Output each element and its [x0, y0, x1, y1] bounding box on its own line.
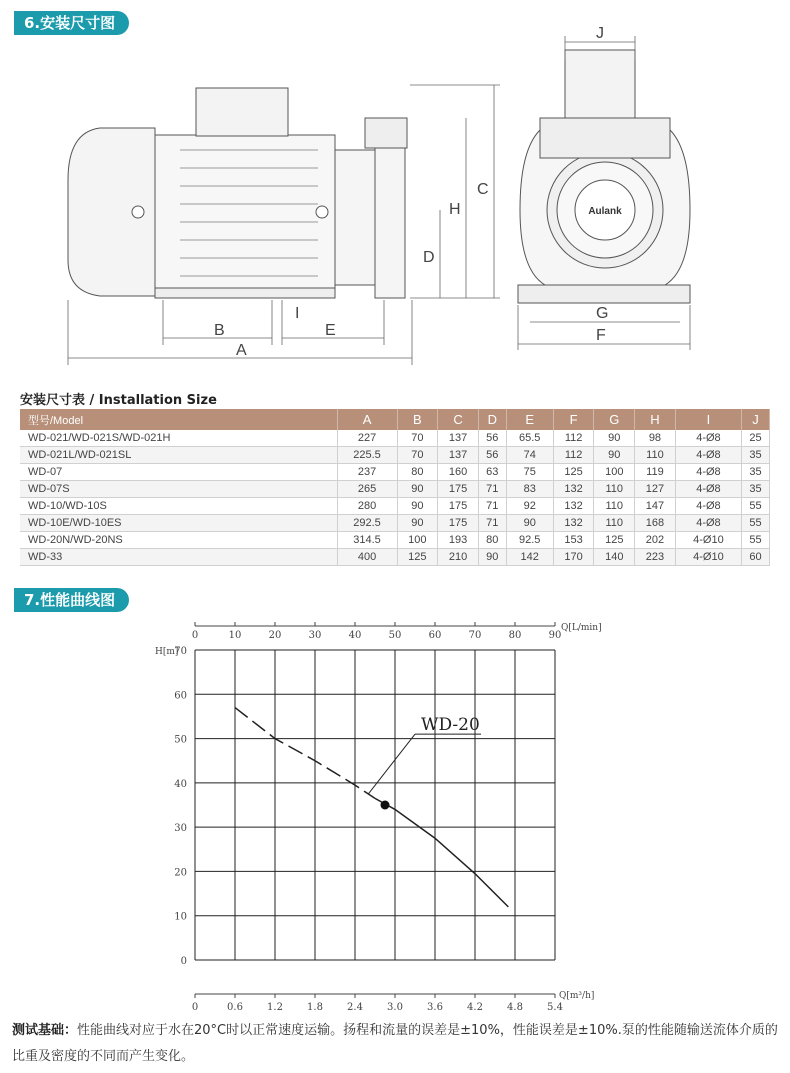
cell: 90	[506, 515, 553, 532]
section-6-title: 6.安装尺寸图	[14, 11, 129, 35]
brand-logo-text: Aulank	[588, 206, 622, 217]
y-tick-label: 10	[174, 911, 187, 923]
x-tick-label: 1.2	[267, 1002, 283, 1012]
cell: 112	[553, 430, 594, 447]
cell: 125	[553, 464, 594, 481]
cell: 90	[397, 515, 438, 532]
cell: 119	[635, 464, 676, 481]
x2-tick-label: 10	[228, 630, 242, 641]
note-text: 性能曲线对应于水在20°C时以正常速度运输。扬程和流量的误差是±10%，性能误差是±10%.泵的性能随输送流体介质的比重及密度的不同而产生变化。	[12, 1023, 778, 1064]
table-row	[20, 464, 770, 481]
x2-tick-label: 30	[308, 630, 322, 641]
cell: 210	[438, 549, 479, 566]
cell: 65.5	[506, 430, 553, 447]
table-row	[20, 532, 770, 549]
cell: 125	[594, 532, 635, 549]
cell: 100	[397, 532, 438, 549]
table-row	[20, 498, 770, 515]
cell-model: WD-021/WD-021S/WD-021H	[20, 430, 337, 447]
dim-label-G: G	[596, 305, 609, 322]
dim-label-F: F	[596, 327, 606, 344]
test-note	[12, 1018, 780, 1070]
cell: 74	[506, 447, 553, 464]
x-tick-label: 4.8	[507, 1002, 523, 1012]
cell: 35	[742, 464, 770, 481]
cell: 56	[478, 447, 506, 464]
table-title: 安装尺寸表 / Installation Size	[20, 393, 217, 408]
y-tick-label: 20	[174, 867, 187, 879]
x2-tick-label: 90	[548, 630, 562, 641]
dim-label-E: E	[325, 322, 336, 339]
cell: 70	[397, 430, 438, 447]
cell: 237	[337, 464, 397, 481]
cell: 4-Ø8	[675, 464, 741, 481]
cell: 63	[478, 464, 506, 481]
cell: 110	[594, 481, 635, 498]
performance-chart	[150, 612, 620, 1012]
pump-coupling	[335, 150, 375, 285]
cell: 92	[506, 498, 553, 515]
cell: 98	[635, 430, 676, 447]
header-a: A	[337, 409, 397, 430]
cell: 4-Ø10	[675, 532, 741, 549]
x2-axis-label: Q[L/min]	[561, 623, 602, 633]
x2-tick-label: 80	[508, 630, 522, 641]
dim-label-I: I	[295, 305, 300, 322]
table-row	[20, 447, 770, 464]
cell: 265	[337, 481, 397, 498]
x-tick-label: 0.6	[227, 1002, 243, 1012]
x2-tick-label: 40	[348, 630, 362, 641]
x2-tick-label: 20	[268, 630, 282, 641]
y-tick-label: 0	[180, 956, 187, 967]
cell: 280	[337, 498, 397, 515]
cell: 223	[635, 549, 676, 566]
cell: 225.5	[337, 447, 397, 464]
cell: 125	[397, 549, 438, 566]
x-tick-label: 1.8	[307, 1002, 323, 1012]
cell-model: WD-07S	[20, 481, 337, 498]
y-tick-label: 30	[174, 823, 187, 835]
y-tick-label: 70	[174, 646, 187, 657]
cell: 90	[594, 430, 635, 447]
cell: 110	[594, 498, 635, 515]
dim-label-H: H	[449, 201, 461, 218]
section-7-title: 7.性能曲线图	[14, 588, 129, 612]
cell: 110	[594, 515, 635, 532]
cell: 4-Ø8	[675, 498, 741, 515]
base-plate	[155, 288, 335, 298]
cell: 202	[635, 532, 676, 549]
cell: 56	[478, 430, 506, 447]
cell: 90	[397, 498, 438, 515]
y-tick-label: 60	[174, 690, 187, 702]
cell: 292.5	[337, 515, 397, 532]
outlet-flange	[365, 118, 407, 148]
cell: 83	[506, 481, 553, 498]
x2-tick-label: 70	[468, 630, 482, 641]
cell: 127	[635, 481, 676, 498]
cell: 100	[594, 464, 635, 481]
cell: 170	[553, 549, 594, 566]
cell: 55	[742, 532, 770, 549]
cell: 90	[478, 549, 506, 566]
x-axis-label: Q[m³/h]	[559, 991, 595, 1001]
cell: 110	[635, 447, 676, 464]
x-tick-label: 4.2	[467, 1002, 483, 1012]
series-label: WD-20	[421, 715, 480, 736]
header-g: G	[594, 409, 635, 430]
x-tick-label: 2.4	[347, 1002, 363, 1012]
cell: 25	[742, 430, 770, 447]
cell: 60	[742, 549, 770, 566]
cell: 75	[506, 464, 553, 481]
cell: 175	[438, 515, 479, 532]
dim-label-D: D	[423, 249, 435, 266]
cell-model: WD-10/WD-10S	[20, 498, 337, 515]
cell: 4-Ø8	[675, 515, 741, 532]
table-header-row	[20, 409, 770, 430]
y-tick-label: 50	[174, 734, 187, 746]
header-b: B	[397, 409, 438, 430]
x2-tick-label: 0	[191, 630, 199, 641]
cell: 132	[553, 515, 594, 532]
x-tick-label: 5.4	[547, 1002, 563, 1012]
table-row	[20, 430, 770, 447]
table-row	[20, 481, 770, 498]
cell: 80	[397, 464, 438, 481]
cell: 400	[337, 549, 397, 566]
dim-label-C: C	[477, 181, 489, 198]
cell: 71	[478, 515, 506, 532]
cell: 132	[553, 481, 594, 498]
x-tick-label: 3.6	[427, 1002, 443, 1012]
cell: 112	[553, 447, 594, 464]
cell: 137	[438, 430, 479, 447]
front-base	[518, 285, 690, 303]
header-c: C	[438, 409, 479, 430]
cell: 55	[742, 498, 770, 515]
cell-model: WD-20N/WD-20NS	[20, 532, 337, 549]
cell: 147	[635, 498, 676, 515]
cell: 4-Ø10	[675, 549, 741, 566]
cell: 4-Ø8	[675, 430, 741, 447]
header-d: D	[478, 409, 506, 430]
wd20-curve-dashed	[235, 708, 375, 799]
x2-tick-label: 50	[388, 630, 402, 641]
installation-drawing	[0, 0, 790, 380]
cell: 4-Ø8	[675, 447, 741, 464]
cell: 92.5	[506, 532, 553, 549]
cell: 132	[553, 498, 594, 515]
cell-model: WD-33	[20, 549, 337, 566]
header-i: I	[675, 409, 741, 430]
motor-body	[155, 135, 335, 290]
cell: 71	[478, 498, 506, 515]
label-leader-line	[368, 734, 415, 794]
cell: 175	[438, 498, 479, 515]
note-label: 测试基础：	[12, 1023, 78, 1038]
cell: 227	[337, 430, 397, 447]
cell: 90	[397, 481, 438, 498]
cell: 90	[594, 447, 635, 464]
cell: 4-Ø8	[675, 481, 741, 498]
terminal-box	[196, 88, 288, 136]
header-model: 型号/Model	[20, 409, 337, 430]
operating-point-marker	[381, 801, 390, 810]
dim-label-J: J	[596, 25, 604, 42]
x-tick-label: 3.0	[387, 1002, 403, 1012]
cell: 314.5	[337, 532, 397, 549]
cell: 137	[438, 447, 479, 464]
cell: 55	[742, 515, 770, 532]
cell: 142	[506, 549, 553, 566]
header-j: J	[742, 409, 770, 430]
cell-model: WD-10E/WD-10ES	[20, 515, 337, 532]
cell: 175	[438, 481, 479, 498]
cell: 168	[635, 515, 676, 532]
installation-size-table	[20, 409, 770, 566]
cell: 80	[478, 532, 506, 549]
y-axis-label: H[m]	[155, 647, 179, 657]
x2-tick-label: 60	[428, 630, 442, 641]
dim-label-A: A	[236, 342, 247, 359]
dim-label-B: B	[214, 322, 225, 339]
cell: 35	[742, 481, 770, 498]
header-e: E	[506, 409, 553, 430]
cell: 71	[478, 481, 506, 498]
header-h: H	[635, 409, 676, 430]
x-tick-label: 0	[191, 1002, 199, 1012]
cell-model: WD-021L/WD-021SL	[20, 447, 337, 464]
cell: 153	[553, 532, 594, 549]
cell: 140	[594, 549, 635, 566]
cell: 193	[438, 532, 479, 549]
cell-model: WD-07	[20, 464, 337, 481]
header-f: F	[553, 409, 594, 430]
cell: 160	[438, 464, 479, 481]
y-tick-label: 40	[174, 778, 187, 790]
cell: 35	[742, 447, 770, 464]
table-row	[20, 515, 770, 532]
table-row	[20, 549, 770, 566]
cell: 70	[397, 447, 438, 464]
